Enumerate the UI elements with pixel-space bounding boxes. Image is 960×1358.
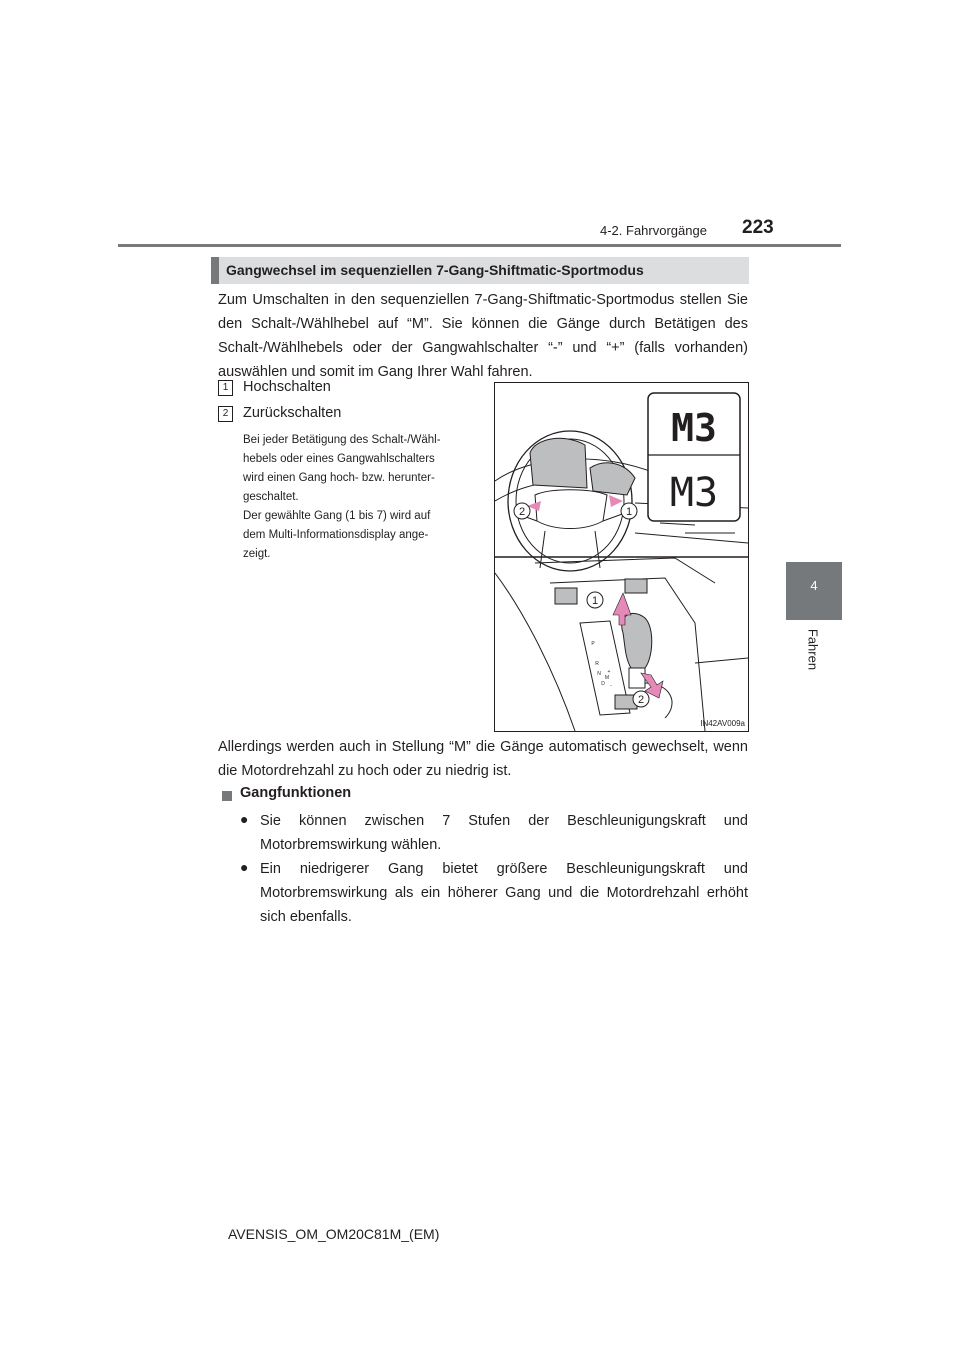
header-rule bbox=[118, 244, 841, 247]
automatic-shift-paragraph: Allerdings werden auch in Stellung “M” die Gänge automatisch gewechselt, wenn die Motordrehzahl zu hoch oder zu niedrig ist. bbox=[218, 739, 748, 779]
section-heading-accent bbox=[211, 257, 219, 284]
gate-label: + bbox=[607, 669, 611, 675]
note-line: zeigt. bbox=[243, 548, 271, 560]
gate-label: - bbox=[610, 683, 612, 689]
chapter-tab-number: 4 bbox=[810, 578, 818, 593]
bullet-dot-icon: ● bbox=[240, 859, 249, 875]
subheading-square-icon bbox=[222, 791, 232, 801]
chapter-tab-label: Fahren bbox=[805, 628, 821, 671]
note-line: hebels oder eines Gangwahlschalters bbox=[243, 453, 435, 465]
note-line: Der gewählte Gang (1 bis 7) wird auf bbox=[243, 510, 431, 522]
gate-label: P bbox=[591, 641, 595, 647]
callout-upshift: 1 bbox=[625, 506, 633, 518]
gate-label: D bbox=[601, 681, 605, 687]
shift-lever-base bbox=[629, 668, 645, 688]
note-line: wird einen Gang hoch- bzw. herunter- bbox=[243, 472, 435, 484]
multi-display-gear-bottom: M3 bbox=[669, 470, 719, 516]
page-number: 223 bbox=[742, 217, 774, 238]
gate-label: N bbox=[597, 671, 601, 677]
bullet-dot-icon: ● bbox=[240, 811, 249, 827]
section-title: Gangwechsel im sequenziellen 7-Gang-Shiftmatic-Sportmodus bbox=[226, 262, 644, 278]
shift-illustration bbox=[494, 382, 749, 732]
note-line: Bei jeder Betätigung des Schalt-/Wähl- bbox=[243, 434, 441, 446]
multi-display-gear-top: M3 bbox=[671, 406, 717, 450]
bullet-text: Sie können zwischen 7 Stufen der Beschleunigungskraft und Motorbremswirkung wählen. bbox=[260, 813, 748, 853]
gate-label: M bbox=[604, 675, 610, 681]
callout-lever-upshift: 1 bbox=[591, 595, 599, 607]
callout-downshift: 2 bbox=[518, 506, 526, 518]
bullet-text: Ein niedrigerer Gang bietet größere Beschleunigungskraft und Motorbremswirkung als ein höherer Gang und die Motordrehzahl erhöht sich ebenfalls. bbox=[260, 861, 748, 925]
intro-paragraph: Zum Umschalten in den sequenziellen 7-Gang-Shiftmatic-Sportmodus stellen Sie den Schalt-/Wählhebel auf “M”. Sie können die Gänge durch Betätigen des Schalt-/Wählhebels oder der Gangwahlschalter “-” und “+” (falls vorhanden) auswählen und somit im Gang Ihrer Wahl fahren. bbox=[218, 292, 748, 380]
item-number-badge: 1 bbox=[218, 380, 233, 396]
callout-lever-downshift: 2 bbox=[637, 694, 645, 706]
shift-illustration-drawing bbox=[495, 383, 748, 731]
item-label-upshift: Hochschalten bbox=[243, 379, 331, 395]
note-text bbox=[243, 431, 479, 564]
figure-code: IN42AV009a bbox=[700, 719, 745, 728]
subheading-title: Gangfunktionen bbox=[240, 785, 352, 801]
note-line: dem Multi-Informationsdisplay ange- bbox=[243, 529, 429, 541]
gate-label: R bbox=[595, 661, 599, 667]
item-number-badge: 2 bbox=[218, 406, 233, 422]
document-footer: AVENSIS_OM_OM20C81M_(EM) bbox=[228, 1226, 440, 1242]
shift-lever bbox=[622, 613, 652, 668]
item-label-downshift: Zurückschalten bbox=[243, 405, 342, 421]
center-console-drawing bbox=[495, 558, 748, 731]
upshift-paddle-arrow bbox=[609, 495, 623, 507]
header-section-title: 4-2. Fahrvorgänge bbox=[600, 223, 707, 238]
note-line: geschaltet. bbox=[243, 491, 299, 503]
